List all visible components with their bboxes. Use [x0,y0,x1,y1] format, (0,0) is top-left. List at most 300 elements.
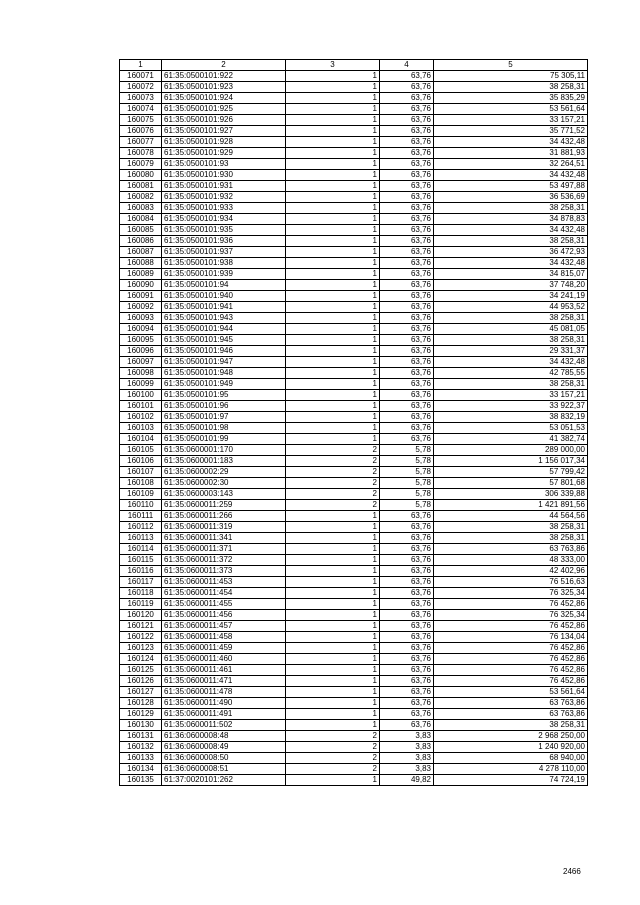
table-cell-col-1: 160125 [120,665,162,676]
table-cell-col-5: 1 156 017,34 [434,456,588,467]
table-cell-col-3: 1 [286,643,380,654]
table-cell-col-5: 44 564,56 [434,511,588,522]
table-cell-col-4: 63,76 [380,291,434,302]
table-cell-col-3: 1 [286,412,380,423]
table-cell-col-4: 63,76 [380,93,434,104]
table-cell-col-5: 34 432,48 [434,170,588,181]
table-cell-col-3: 2 [286,500,380,511]
table-row [120,401,588,412]
table-cell-col-3: 1 [286,390,380,401]
table-cell-col-2: 61:35:0500101:924 [162,93,286,104]
table-cell-col-1: 160129 [120,709,162,720]
table-cell-col-1: 160075 [120,115,162,126]
table-row [120,159,588,170]
table-row [120,82,588,93]
table-cell-col-2: 61:35:0500101:922 [162,71,286,82]
table-row [120,236,588,247]
table-row [120,698,588,709]
table-cell-col-2: 61:35:0600011:490 [162,698,286,709]
table-row [120,423,588,434]
table-cell-col-1: 160122 [120,632,162,643]
table-cell-col-5: 33 157,21 [434,390,588,401]
table-cell-col-5: 63 763,86 [434,698,588,709]
table-cell-col-5: 33 157,21 [434,115,588,126]
table-cell-col-3: 1 [286,203,380,214]
table-cell-col-3: 1 [286,324,380,335]
table-cell-col-1: 160109 [120,489,162,500]
table-cell-col-3: 1 [286,357,380,368]
table-cell-col-2: 61:36:0600008:51 [162,764,286,775]
table-cell-col-1: 160088 [120,258,162,269]
table-cell-col-1: 160128 [120,698,162,709]
table-row [120,566,588,577]
table-row [120,643,588,654]
table-cell-col-3: 2 [286,764,380,775]
table-cell-col-2: 61:35:0500101:932 [162,192,286,203]
table-cell-col-5: 76 452,86 [434,676,588,687]
table-row [120,71,588,82]
table-cell-col-3: 1 [286,368,380,379]
table-cell-col-5: 76 452,86 [434,643,588,654]
table-cell-col-2: 61:35:0600011:459 [162,643,286,654]
table-cell-col-5: 38 258,31 [434,379,588,390]
table-cell-col-1: 160117 [120,577,162,588]
table-row [120,687,588,698]
table-cell-col-4: 63,76 [380,269,434,280]
table-cell-col-4: 5,78 [380,478,434,489]
table-cell-col-5: 63 763,86 [434,709,588,720]
table-row [120,720,588,731]
table-cell-col-4: 63,76 [380,313,434,324]
table-row [120,764,588,775]
table-row [120,137,588,148]
table-cell-col-1: 160135 [120,775,162,786]
table-row [120,115,588,126]
table-cell-col-4: 5,78 [380,467,434,478]
table-cell-col-4: 3,83 [380,764,434,775]
table-cell-col-3: 1 [286,170,380,181]
table-cell-col-1: 160080 [120,170,162,181]
table-cell-col-3: 1 [286,269,380,280]
table-cell-col-1: 160095 [120,335,162,346]
table-cell-col-2: 61:35:0600011:453 [162,577,286,588]
table-cell-col-5: 34 878,83 [434,214,588,225]
table-cell-col-5: 53 561,64 [434,104,588,115]
table-cell-col-4: 63,76 [380,687,434,698]
table-row [120,148,588,159]
table-cell-col-5: 76 452,86 [434,599,588,610]
table-row [120,775,588,786]
table-cell-col-5: 37 748,20 [434,280,588,291]
table-cell-col-5: 306 339,88 [434,489,588,500]
table-cell-col-1: 160081 [120,181,162,192]
table-cell-col-2: 61:35:0500101:99 [162,434,286,445]
table-row [120,544,588,555]
table-cell-col-3: 2 [286,731,380,742]
table-cell-col-5: 1 240 920,00 [434,742,588,753]
table-cell-col-4: 3,83 [380,753,434,764]
table-cell-col-4: 63,76 [380,654,434,665]
table-cell-col-2: 61:35:0600011:456 [162,610,286,621]
table-cell-col-3: 1 [286,93,380,104]
table-cell-col-5: 34 432,48 [434,137,588,148]
table-row [120,555,588,566]
table-cell-col-5: 42 402,96 [434,566,588,577]
column-header-4: 4 [380,60,434,71]
table-cell-col-1: 160130 [120,720,162,731]
table-cell-col-1: 160106 [120,456,162,467]
table-cell-col-1: 160083 [120,203,162,214]
table-cell-col-1: 160089 [120,269,162,280]
table-row [120,280,588,291]
table-cell-col-3: 1 [286,181,380,192]
table-cell-col-1: 160077 [120,137,162,148]
table-cell-col-4: 63,76 [380,511,434,522]
table-cell-col-2: 61:35:0600011:491 [162,709,286,720]
table-row [120,753,588,764]
table-cell-col-4: 63,76 [380,588,434,599]
table-cell-col-3: 1 [286,632,380,643]
column-header-3: 3 [286,60,380,71]
table-cell-col-2: 61:35:0500101:936 [162,236,286,247]
table-cell-col-1: 160119 [120,599,162,610]
table-cell-col-5: 38 832,19 [434,412,588,423]
table-cell-col-3: 1 [286,434,380,445]
table-cell-col-5: 74 724,19 [434,775,588,786]
table-cell-col-2: 61:35:0500101:944 [162,324,286,335]
table-cell-col-4: 63,76 [380,709,434,720]
table-cell-col-1: 160086 [120,236,162,247]
column-header-2: 2 [162,60,286,71]
table-cell-col-2: 61:35:0500101:945 [162,335,286,346]
table-cell-col-4: 63,76 [380,632,434,643]
table-cell-col-3: 1 [286,720,380,731]
table-cell-col-3: 1 [286,379,380,390]
table-row [120,192,588,203]
table-cell-col-2: 61:35:0600003:143 [162,489,286,500]
table-cell-col-4: 63,76 [380,82,434,93]
table-cell-col-2: 61:35:0500101:95 [162,390,286,401]
table-cell-col-4: 63,76 [380,192,434,203]
table-row [120,346,588,357]
table-cell-col-2: 61:35:0600011:455 [162,599,286,610]
table-cell-col-3: 1 [286,588,380,599]
table-row [120,104,588,115]
table-row [120,357,588,368]
table-cell-col-4: 63,76 [380,368,434,379]
table-row [120,467,588,478]
table-cell-col-2: 61:36:0600008:50 [162,753,286,764]
table-cell-col-2: 61:35:0500101:928 [162,137,286,148]
table-cell-col-4: 63,76 [380,280,434,291]
table-row [120,335,588,346]
table-cell-col-5: 38 258,31 [434,720,588,731]
table-cell-col-5: 38 258,31 [434,522,588,533]
table-cell-col-4: 63,76 [380,555,434,566]
table-cell-col-1: 160096 [120,346,162,357]
table-cell-col-2: 61:35:0600011:371 [162,544,286,555]
table-row [120,434,588,445]
table-cell-col-1: 160114 [120,544,162,555]
table-cell-col-1: 160120 [120,610,162,621]
table-cell-col-4: 63,76 [380,577,434,588]
table-cell-col-2: 61:35:0600002:29 [162,467,286,478]
table-cell-col-5: 76 325,34 [434,610,588,621]
table-cell-col-2: 61:35:0600001:183 [162,456,286,467]
table-cell-col-4: 63,76 [380,203,434,214]
table-cell-col-1: 160098 [120,368,162,379]
table-cell-col-2: 61:35:0600011:266 [162,511,286,522]
table-row [120,489,588,500]
table-cell-col-2: 61:35:0500101:941 [162,302,286,313]
table-cell-col-5: 38 258,31 [434,335,588,346]
column-header-5: 5 [434,60,588,71]
table-cell-col-2: 61:35:0500101:96 [162,401,286,412]
table-cell-col-4: 3,83 [380,742,434,753]
table-cell-col-3: 1 [286,566,380,577]
table-cell-col-5: 53 051,53 [434,423,588,434]
table-cell-col-4: 63,76 [380,258,434,269]
table-cell-col-1: 160102 [120,412,162,423]
table-cell-col-3: 2 [286,489,380,500]
table-cell-col-1: 160078 [120,148,162,159]
table-cell-col-3: 1 [286,533,380,544]
table-row [120,709,588,720]
table-cell-col-2: 61:35:0500101:940 [162,291,286,302]
table-cell-col-2: 61:35:0500101:949 [162,379,286,390]
table-cell-col-4: 63,76 [380,665,434,676]
table-cell-col-2: 61:35:0600011:458 [162,632,286,643]
table-cell-col-4: 63,76 [380,115,434,126]
table-cell-col-3: 1 [286,775,380,786]
table-cell-col-2: 61:35:0500101:933 [162,203,286,214]
table-row [120,610,588,621]
table-cell-col-2: 61:35:0500101:935 [162,225,286,236]
table-cell-col-4: 5,78 [380,489,434,500]
table-cell-col-2: 61:35:0600011:454 [162,588,286,599]
table-cell-col-2: 61:35:0500101:937 [162,247,286,258]
table-row [120,379,588,390]
table-cell-col-2: 61:35:0600011:372 [162,555,286,566]
table-cell-col-1: 160133 [120,753,162,764]
table-cell-col-2: 61:36:0600008:49 [162,742,286,753]
table-cell-col-1: 160131 [120,731,162,742]
table-cell-col-5: 34 432,48 [434,258,588,269]
table-cell-col-4: 63,76 [380,533,434,544]
table-cell-col-4: 63,76 [380,324,434,335]
table-cell-col-3: 1 [286,126,380,137]
table-cell-col-4: 63,76 [380,302,434,313]
table-cell-col-1: 160126 [120,676,162,687]
table-cell-col-4: 63,76 [380,390,434,401]
table-cell-col-2: 61:35:0500101:98 [162,423,286,434]
table-cell-col-1: 160124 [120,654,162,665]
table-cell-col-5: 289 000,00 [434,445,588,456]
table-cell-col-2: 61:35:0500101:931 [162,181,286,192]
table-cell-col-4: 63,76 [380,412,434,423]
table-cell-col-5: 4 278 110,00 [434,764,588,775]
table-row [120,302,588,313]
table-cell-col-4: 63,76 [380,335,434,346]
table-cell-col-1: 160105 [120,445,162,456]
table-row [120,588,588,599]
table-cell-col-3: 1 [286,511,380,522]
table-row [120,456,588,467]
table-cell-col-5: 53 561,64 [434,687,588,698]
table-cell-col-4: 63,76 [380,181,434,192]
table-cell-col-5: 57 799,42 [434,467,588,478]
table-cell-col-4: 63,76 [380,401,434,412]
table-cell-col-3: 1 [286,698,380,709]
table-cell-col-1: 160072 [120,82,162,93]
table-cell-col-5: 31 881,93 [434,148,588,159]
table-cell-col-3: 2 [286,467,380,478]
table-cell-col-1: 160132 [120,742,162,753]
table-row [120,533,588,544]
table-cell-col-3: 1 [286,423,380,434]
table-cell-col-2: 61:35:0600011:259 [162,500,286,511]
table-cell-col-4: 63,76 [380,621,434,632]
table-cell-col-3: 1 [286,236,380,247]
table-row [120,390,588,401]
table-row [120,291,588,302]
table-cell-col-1: 160097 [120,357,162,368]
table-cell-col-3: 1 [286,346,380,357]
table-cell-col-4: 49,82 [380,775,434,786]
table-cell-col-5: 44 953,52 [434,302,588,313]
table-cell-col-5: 57 801,68 [434,478,588,489]
table-cell-col-1: 160127 [120,687,162,698]
table-cell-col-5: 29 331,37 [434,346,588,357]
table-row [120,368,588,379]
table-cell-col-5: 76 452,86 [434,665,588,676]
table-cell-col-5: 76 452,86 [434,621,588,632]
table-cell-col-3: 1 [286,676,380,687]
table-cell-col-2: 61:35:0500101:94 [162,280,286,291]
table-cell-col-5: 36 472,93 [434,247,588,258]
table-cell-col-5: 34 815,07 [434,269,588,280]
table-cell-col-4: 63,76 [380,434,434,445]
table-cell-col-1: 160084 [120,214,162,225]
table-cell-col-3: 1 [286,71,380,82]
table-cell-col-3: 1 [286,599,380,610]
table-cell-col-1: 160118 [120,588,162,599]
table-row [120,214,588,225]
table-cell-col-5: 2 968 250,00 [434,731,588,742]
table-row [120,522,588,533]
table-cell-col-5: 68 940,00 [434,753,588,764]
table-cell-col-2: 61:35:0600011:457 [162,621,286,632]
table-cell-col-1: 160104 [120,434,162,445]
table-cell-col-4: 63,76 [380,126,434,137]
table-cell-col-5: 35 771,52 [434,126,588,137]
table-cell-col-3: 2 [286,478,380,489]
table-cell-col-2: 61:35:0600011:461 [162,665,286,676]
table-cell-col-2: 61:35:0500101:930 [162,170,286,181]
table-cell-col-2: 61:35:0600002:30 [162,478,286,489]
table-cell-col-2: 61:35:0600011:471 [162,676,286,687]
header-row [120,60,588,71]
table-cell-col-4: 63,76 [380,379,434,390]
table-cell-col-2: 61:35:0500101:926 [162,115,286,126]
table-cell-col-3: 1 [286,555,380,566]
table-row [120,511,588,522]
table-row [120,577,588,588]
table-cell-col-5: 76 516,63 [434,577,588,588]
table-cell-col-4: 63,76 [380,137,434,148]
table-cell-col-3: 1 [286,247,380,258]
table-row [120,181,588,192]
table-cell-col-3: 1 [286,82,380,93]
table-cell-col-1: 160094 [120,324,162,335]
table-cell-col-4: 5,78 [380,456,434,467]
table-cell-col-1: 160071 [120,71,162,82]
table-cell-col-5: 1 421 891,56 [434,500,588,511]
table-cell-col-3: 1 [286,544,380,555]
table-cell-col-3: 1 [286,159,380,170]
table-cell-col-5: 76 134,04 [434,632,588,643]
table-cell-col-5: 63 763,86 [434,544,588,555]
table-cell-col-1: 160123 [120,643,162,654]
table-cell-col-2: 61:35:0500101:939 [162,269,286,280]
table-row [120,324,588,335]
table-cell-col-5: 36 536,69 [434,192,588,203]
column-header-1: 1 [120,60,162,71]
table-cell-col-1: 160074 [120,104,162,115]
table-cell-col-1: 160107 [120,467,162,478]
table-cell-col-5: 32 264,51 [434,159,588,170]
table-cell-col-3: 1 [286,280,380,291]
table-row [120,269,588,280]
table-cell-col-3: 1 [286,335,380,346]
table-cell-col-3: 1 [286,291,380,302]
table-cell-col-5: 38 258,31 [434,203,588,214]
table-cell-col-4: 63,76 [380,225,434,236]
table-cell-col-4: 63,76 [380,357,434,368]
table-cell-col-2: 61:35:0600011:460 [162,654,286,665]
table-row [120,258,588,269]
table-cell-col-1: 160108 [120,478,162,489]
table-cell-col-3: 2 [286,753,380,764]
table-cell-col-4: 63,76 [380,236,434,247]
table-cell-col-2: 61:35:0500101:938 [162,258,286,269]
table-cell-col-3: 1 [286,214,380,225]
table-cell-col-1: 160085 [120,225,162,236]
table-cell-col-5: 35 835,29 [434,93,588,104]
table-cell-col-4: 63,76 [380,71,434,82]
table-cell-col-5: 76 452,86 [434,654,588,665]
table-cell-col-1: 160103 [120,423,162,434]
table-cell-col-4: 3,83 [380,731,434,742]
table-cell-col-1: 160113 [120,533,162,544]
table-cell-col-3: 1 [286,258,380,269]
table-cell-col-3: 1 [286,709,380,720]
table-cell-col-2: 61:35:0500101:934 [162,214,286,225]
table-cell-col-5: 41 382,74 [434,434,588,445]
table-cell-col-3: 1 [286,137,380,148]
table-cell-col-3: 1 [286,104,380,115]
table-cell-col-2: 61:35:0500101:93 [162,159,286,170]
table-cell-col-3: 1 [286,610,380,621]
table-cell-col-1: 160115 [120,555,162,566]
table-cell-col-3: 1 [286,621,380,632]
table-row [120,742,588,753]
table-cell-col-2: 61:35:0600011:373 [162,566,286,577]
table-cell-col-1: 160082 [120,192,162,203]
table-cell-col-5: 76 325,34 [434,588,588,599]
data-table [119,59,588,786]
table-row [120,225,588,236]
